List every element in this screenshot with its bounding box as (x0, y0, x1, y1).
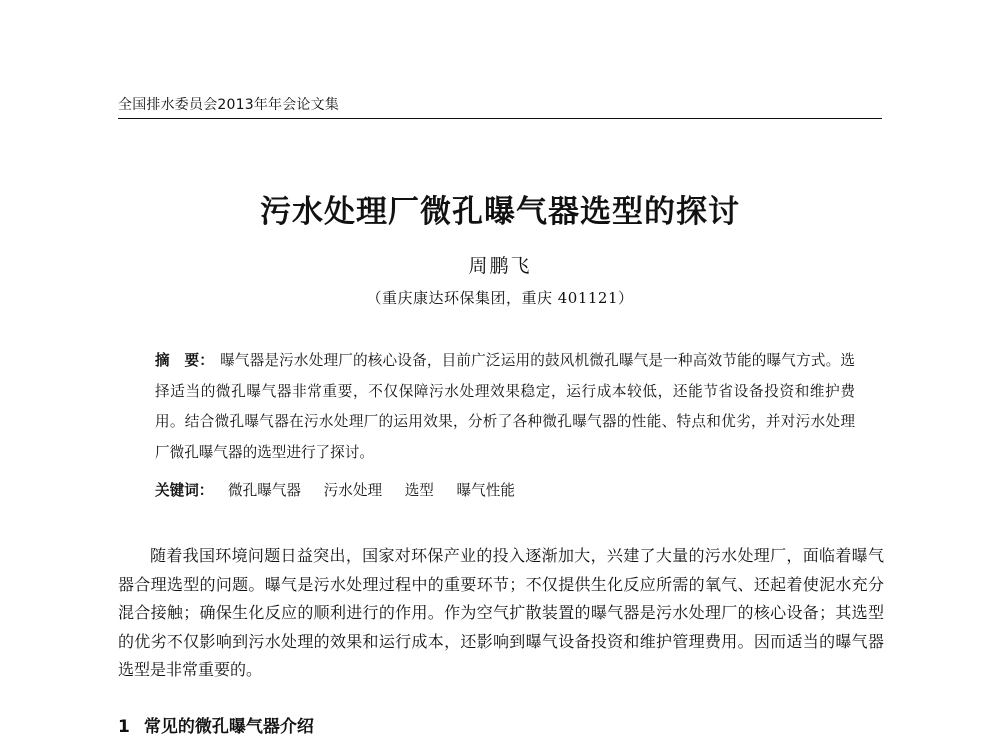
body-paragraph: 随着我国环境问题日益突出，国家对环保产业的投入逐渐加大，兴建了大量的污水处理厂，面临着曝气器合理选型的问题。曝气是污水处理过程中的重要环节；不仅提供生化反应所需的氧气、还起着使泥水充分混合接触；确保生化反应的顺利进行的作用。作为空气扩散装置的曝气器是污水处理厂的核心设备；其选型的优劣不仅影响到污水处理的效果和运行成本，还影响到曝气设备投资和维护管理费用。因而适当的曝气器选型是非常重要的。 (118, 546, 884, 680)
author-affiliation: （重庆康达环保集团，重庆 401121） (366, 289, 634, 307)
abstract-text: 曝气器是污水处理厂的核心设备，目前广泛运用的鼓风机微孔曝气是一种高效节能的曝气方式。选择适当的微孔曝气器非常重要，不仅保障污水处理效果稳定，运行成本较低，还能节省设备投资和维护费用。结合微孔曝气器在污水处理厂的运用效果，分析了各种微孔曝气器的性能、特点和优劣，并对污水处理厂微孔曝气器的选型进行了探讨。 (155, 352, 855, 461)
keywords (155, 480, 533, 502)
paper-title: 污水处理厂微孔曝气器选型的探讨 (260, 194, 740, 230)
abstract (155, 346, 855, 468)
running-header: 全国排水委员会2013年年会论文集 (118, 97, 340, 113)
abstract-label: 摘 要： (155, 352, 215, 369)
keyword: 污水处理 (323, 482, 383, 499)
section-number: 1 (118, 717, 130, 737)
keyword: 微孔曝气器 (228, 482, 302, 499)
keyword: 选型 (404, 482, 434, 499)
section-title: 常见的微孔曝气器介绍 (143, 717, 314, 737)
section-heading (118, 712, 314, 737)
author-name: 周鹏飞 (468, 255, 532, 277)
header-rule (118, 118, 882, 119)
keywords-label: 关键词： (155, 482, 214, 499)
keyword: 曝气性能 (456, 482, 515, 499)
